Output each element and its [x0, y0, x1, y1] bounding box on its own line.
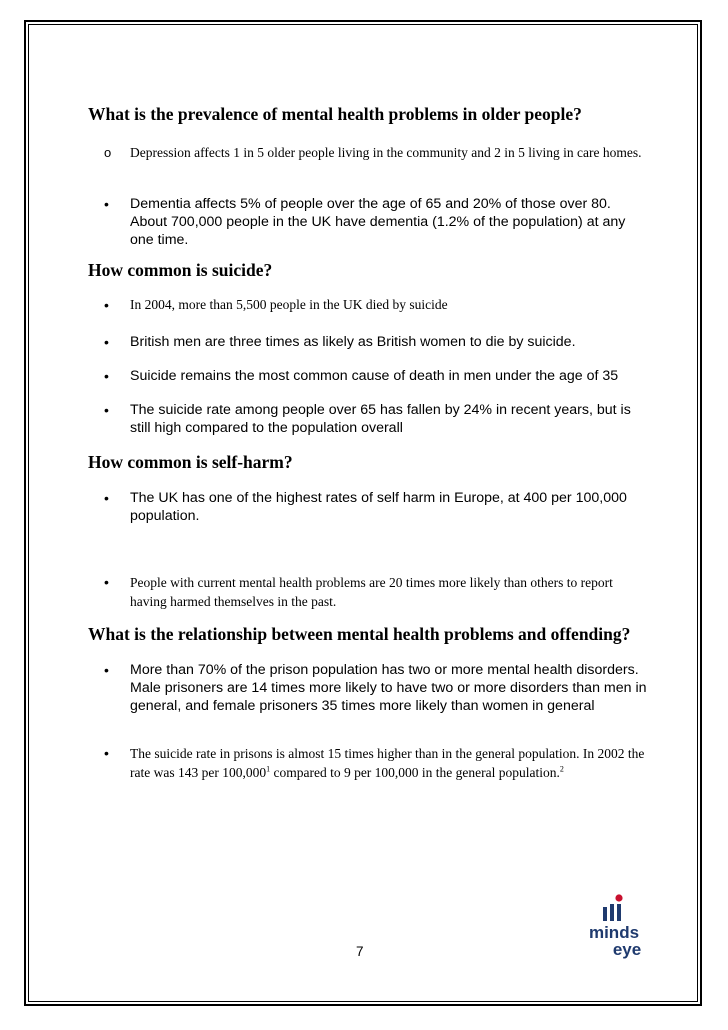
bullet-icon: •: [104, 196, 109, 212]
list-item-text: Dementia affects 5% of people over the age of 65 and 20% of those over 80. About 700,000 people in the UK have dementia (1.2% of the population) at any one time.: [130, 196, 626, 248]
bullet-icon: •: [104, 574, 109, 590]
list-item-text: The UK has one of the highest rates of self harm in Europe, at 400 per 100,000 population.: [130, 490, 627, 524]
heading-self-harm: How common is self-harm?: [88, 452, 293, 472]
minds-eye-logo: [582, 893, 646, 963]
logo-dot-icon: [615, 894, 622, 901]
page-number: 7: [356, 944, 364, 959]
bullet-icon: •: [104, 334, 109, 350]
bullet-icon: •: [104, 402, 109, 418]
hollow-bullet-icon: o: [104, 145, 112, 160]
list-item-text: More than 70% of the prison population has two or more mental health disorders. Male prisoners are 14 times more likely to have two or more disorders than men in general, and female prisoners 35 times more likely than women in general: [130, 662, 647, 714]
bullet-icon: •: [104, 368, 109, 384]
logo-bar-icon: [603, 907, 607, 921]
bullet-icon: •: [104, 297, 109, 313]
list-item-text: Depression affects 1 in 5 older people living in the community and 2 in 5 living in care homes.: [130, 145, 642, 160]
logo-line2: eye: [612, 940, 642, 959]
bullet-icon: •: [104, 490, 109, 506]
list-item-text: The suicide rate among people over 65 has fallen by 24% in recent years, but is still high compared to the population overall: [130, 402, 631, 436]
list-item-text: British men are three times as likely as British women to die by suicide.: [130, 334, 576, 350]
footnote-ref-2[interactable]: 2: [559, 764, 564, 774]
list-item-text: People with current mental health problems are 20 times more likely than others to report having harmed themselves in the past.: [130, 575, 613, 609]
bullet-icon: •: [104, 745, 109, 761]
footnote-ref-1[interactable]: 1: [266, 764, 271, 774]
list-item-text: Suicide remains the most common cause of death in men under the age of 35: [130, 368, 619, 384]
heading-older-people: What is the prevalence of mental health problems in older people?: [88, 104, 582, 124]
list-item-text: In 2004, more than 5,500 people in the UK died by suicide: [130, 297, 448, 312]
heading-suicide: How common is suicide?: [88, 260, 273, 280]
list-item-text: The suicide rate in prisons is almost 15 times higher than in the general population. In 2002 the rate was 143 per 100,000$^1$ compared to 9 per 100,000 in the general population.$^2$: [130, 746, 645, 780]
bullet-icon: •: [104, 662, 109, 678]
logo-line1: minds: [588, 923, 640, 942]
heading-offending: What is the relationship between mental health problems and offending?: [88, 624, 631, 644]
logo-bar-icon: [610, 904, 614, 921]
logo-bar-icon: [617, 904, 621, 921]
